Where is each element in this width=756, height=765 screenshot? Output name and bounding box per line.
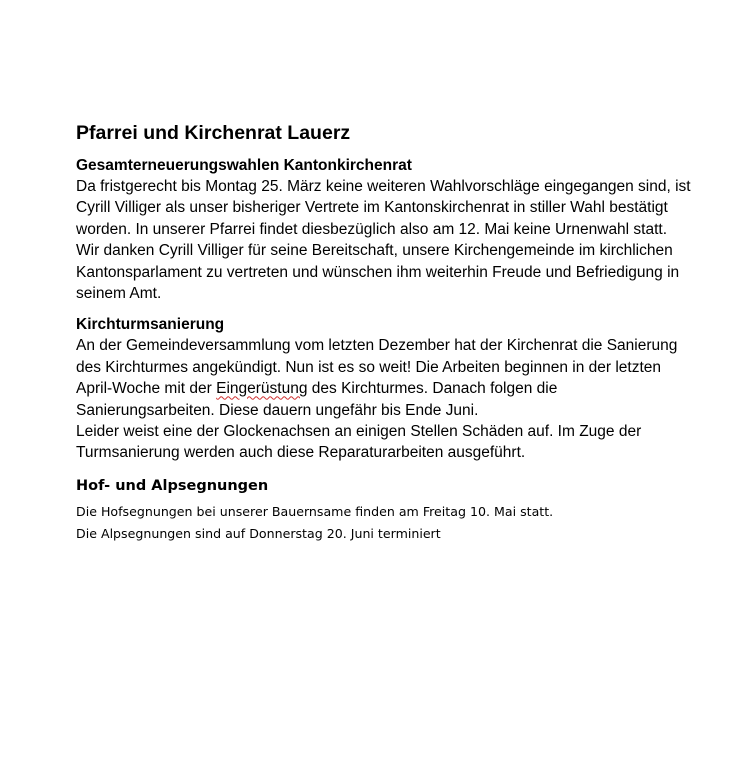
segnungen-lines (76, 501, 696, 546)
paragraph (76, 335, 696, 421)
paragraph: Die Alpsegnungen sind auf Donnerstag 20. Juni terminiert (76, 526, 441, 542)
paragraph: Da fristgerecht bis Montag 25. März keine weiteren Wahlvorschläge eingegangen sind, ist Cyrill Villiger als unser bisheriger Vertrete im Kantonskirchenrat in stiller Wahl bestätigt worden. In unserer Pfarrei findet diesbezüglich also am 12. Mai keine Urnenwahl statt. (76, 178, 691, 238)
section-segnungen (76, 475, 696, 546)
document-page (76, 120, 696, 557)
paragraph-text: An der Gemeindeversammlung vom letzten Dezember hat der Kirchenrat die Sanierung des Kirchturmes angekündigt. Nun ist es so weit! Die Arbeiten beginnen in der letzten April-Woche mit der (76, 337, 678, 398)
spellcheck-flagged-word: Eingerüstung (216, 380, 308, 398)
document-title: Pfarrei und Kirchenrat Lauerz (76, 122, 351, 144)
paragraph: Die Hofsegnungen bei unserer Bauernsame finden am Freitag 10. Mai statt. (76, 503, 554, 519)
section-kirchturmsanierung (76, 315, 696, 463)
paragraph: Wir danken Cyrill Villiger für seine Bereitschaft, unsere Kirchengemeinde im kirchlichen Kantonsparlament zu vertreten und wünschen ihm weiterhin Freude und Befriedigung in seinem Amt. (76, 242, 680, 303)
paragraph-text: des Kirchturmes. Danach folgen die Sanierungsarbeiten. Diese dauern ungefähr bis Ende Juni. (76, 380, 558, 419)
section-heading: Kirchturmsanierung (76, 316, 225, 334)
section-heading: Gesamterneuerungswahlen Kantonkirchenrat (76, 157, 412, 174)
section-heading: Hof- und Alpsegnungen (76, 477, 269, 494)
section-kantonkirchenrat (76, 156, 696, 304)
paragraph: Leider weist eine der Glockenachsen an einigen Stellen Schäden auf. Im Zuge der Turmsanierung werden auch diese Reparaturarbeiten ausgeführt. (76, 423, 642, 462)
